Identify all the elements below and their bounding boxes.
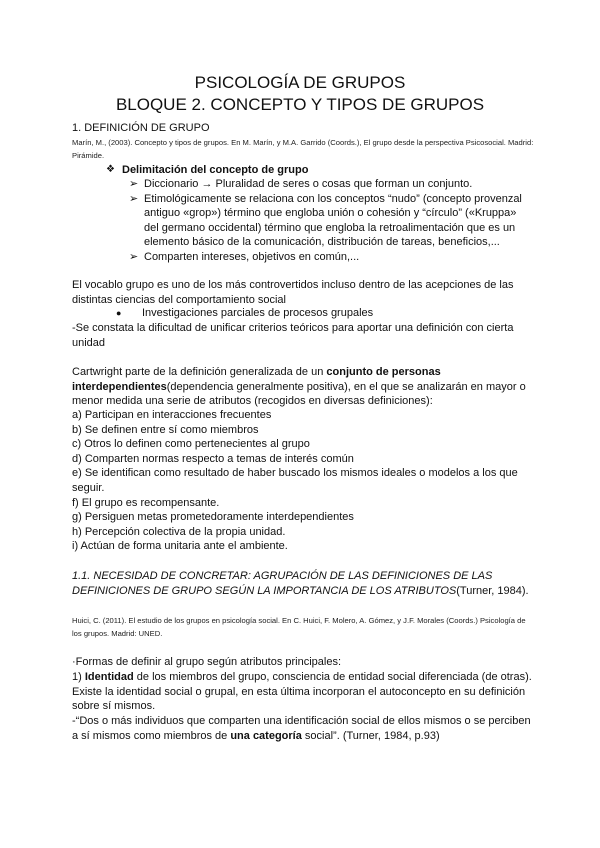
- document-title: PSICOLOGÍA DE GRUPOS: [194, 73, 406, 92]
- quote-paragraph: [72, 714, 534, 743]
- list-item-text: Etimológicamente se relaciona con los conceptos “nudo” (concepto provenzal antiguo «grop») término que engloba unión o cohesión y “círculo” («Kruppa» del germano occidental) término que engloba la retroalimentación que es un elemento básico de la comunicación, distribución de tareas, beneficios,...: [144, 192, 522, 249]
- text-span: de los miembros del grupo, consciencia de entidad social diferenciada (de otras). Existe la identidad social o grupal, en esta última incorporan el autoconcepto en su definición sobre sí mismos.: [72, 671, 532, 713]
- list-item: [129, 177, 531, 192]
- paragraph: -Se constata la dificultad de unificar criterios teóricos para aportar una definición con cierta unidad: [72, 322, 514, 349]
- delimitation-list: [129, 177, 531, 265]
- arrow-bullet-icon: ➢: [129, 192, 139, 205]
- bold-text: una categoría: [230, 729, 302, 742]
- paragraph: El vocablo grupo es uno de los más controvertidos incluso dentro de las acepciones de las distintas ciencias del comportamiento social: [72, 279, 514, 306]
- text-span: (dependencia generalmente positiva), en el que se analizarán en mayor o menor medida una serie de atributos (recogidos en diversas definiciones):: [72, 380, 526, 408]
- citation: Marín, M., (2003). Concepto y tipos de grupos. En M. Marín, y M.A. Garrido (Coords.), El grupo desde la perspectiva Psicosocial. Madrid: Pirámide.: [72, 138, 534, 160]
- list-item-text: Diccionario → Pluralidad de seres o cosas que forman un conjunto.: [144, 178, 473, 190]
- attribute-item: i) Actúan de forma unitaria ante el ambiente.: [72, 540, 288, 553]
- diamond-bullet-icon: ❖: [106, 164, 115, 175]
- list-item: [129, 192, 531, 250]
- section-heading: 1. DEFINICIÓN DE GRUPO: [72, 122, 210, 134]
- identity-paragraph: [72, 670, 534, 714]
- attribute-item: b) Se definen entre sí como miembros: [72, 423, 259, 436]
- list-item-text: Comparten intereses, objetivos en común,...: [144, 250, 360, 263]
- subsection-heading: [72, 569, 534, 599]
- cartwright-paragraph: [72, 365, 534, 409]
- bold-text: conjunto de personas interdependientes: [72, 366, 441, 393]
- bullet-text: Investigaciones parciales de procesos grupales: [142, 307, 374, 319]
- attribute-item: e) Se identifican como resultado de haber buscado los mismos ideales o modelos a los que seguir.: [72, 467, 518, 494]
- attribute-item: g) Persiguen metas prometedoramente interdependientes: [72, 511, 354, 524]
- heading-tail: (Turner, 1984).: [456, 585, 529, 597]
- attribute-item: h) Percepción colectiva de la propia unidad.: [72, 525, 286, 538]
- text-span: social”. (Turner, 1984, p.93): [301, 729, 440, 742]
- bullet-item: [116, 306, 526, 321]
- attribute-item: f) El grupo es recompensante.: [72, 496, 220, 509]
- paragraph: ·Formas de definir al grupo según atributos principales:: [72, 656, 342, 668]
- attribute-item: a) Participan en interacciones frecuentes: [72, 409, 272, 421]
- arrow-bullet-icon: ➢: [129, 250, 139, 263]
- italic-heading-text: 1.1. NECESIDAD DE CONCRETAR: AGRUPACIÓN DE LAS DEFINICIONES DE LAS DEFINICIONES DE GRUPO SEGÚN LA IMPORTANCIA DE LOS ATRIBUTOS: [72, 570, 493, 597]
- text-span: 1): [72, 671, 85, 683]
- dot-bullet-icon: ●: [116, 308, 122, 318]
- attributes-list: [72, 408, 534, 554]
- arrow-bullet-icon: ➢: [129, 178, 139, 190]
- bold-text: Identidad: [84, 671, 134, 683]
- text-span: -“Dos o más individuos que comparten una identificación social de ellos mismos o se perciben a sí mismos como miembros de: [72, 715, 531, 742]
- attribute-item: d) Comparten normas respecto a temas de interés común: [72, 452, 354, 465]
- text-span: Cartwright parte de la definición generalizada de un: [72, 366, 327, 378]
- attribute-item: c) Otros lo definen como pertenecientes al grupo: [72, 438, 310, 451]
- delimitation-heading: [106, 163, 526, 178]
- list-item: [129, 250, 531, 265]
- delimitation-label: Delimitación del concepto de grupo: [122, 164, 309, 176]
- citation: Huici, C. (2011). El estudio de los grupos en psicología social. En C. Huici, F. Molero, A. Gómez, y J.F. Morales (Coords.) Psicología de los grupos. Madrid: UNED.: [72, 616, 526, 638]
- block-title: BLOQUE 2. CONCEPTO Y TIPOS DE GRUPOS: [115, 95, 485, 114]
